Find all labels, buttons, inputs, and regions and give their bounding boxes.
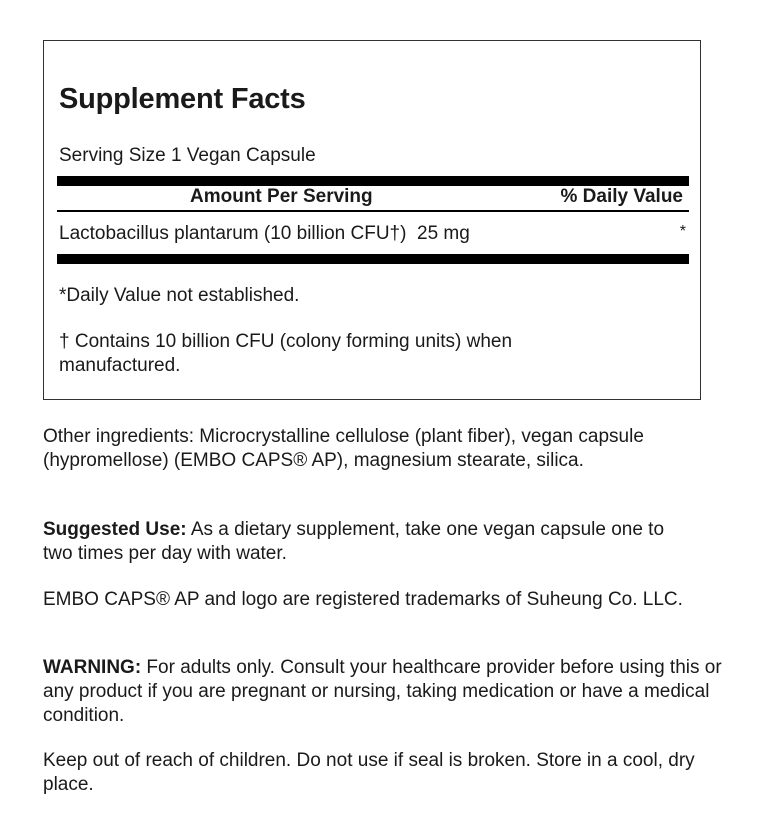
supplement-facts-panel (43, 40, 701, 400)
suggested-use-label: Suggested Use: (43, 519, 187, 540)
trademark-notice: EMBO CAPS® AP and logo are registered trademarks of Suheung Co. LLC. (43, 589, 683, 610)
storage-instructions: Keep out of reach of children. Do not use if seal is broken. Store in a cool, dry place. (43, 750, 695, 795)
warning-text: For adults only. Consult your healthcare provider before using this or any product if you are pregnant or nursing, taking medication or have a medical condition. (43, 657, 722, 726)
daily-value-header: % Daily Value (560, 186, 683, 207)
warning-label: WARNING: (43, 657, 142, 678)
suggested-use-text: As a dietary supplement, take one vegan capsule one to two times per day with water. (43, 519, 665, 564)
thick-divider-bottom (57, 254, 689, 264)
thin-divider (57, 210, 689, 212)
cfu-footnote: † Contains 10 billion CFU (colony forming units) when manufactured. (59, 331, 513, 376)
suggested-use (43, 518, 693, 566)
ingredient-row (59, 222, 470, 246)
supplement-facts-title: Supplement Facts (59, 83, 306, 115)
amount-per-serving-header: Amount Per Serving (190, 186, 373, 207)
ingredient-daily-value: * (679, 223, 686, 240)
ingredient-amount: 25 mg (417, 223, 470, 244)
other-ingredients: Other ingredients: Microcrystalline cellulose (plant fiber), vegan capsule (hypromellose) (EMBO CAPS® AP), magnesium stearate, silica. (43, 426, 644, 471)
ingredient-name: Lactobacillus plantarum (10 billion CFU†) (59, 223, 407, 244)
serving-size: Serving Size 1 Vegan Capsule (59, 145, 316, 166)
warning (43, 656, 723, 728)
daily-value-footnote: *Daily Value not established. (59, 285, 300, 306)
